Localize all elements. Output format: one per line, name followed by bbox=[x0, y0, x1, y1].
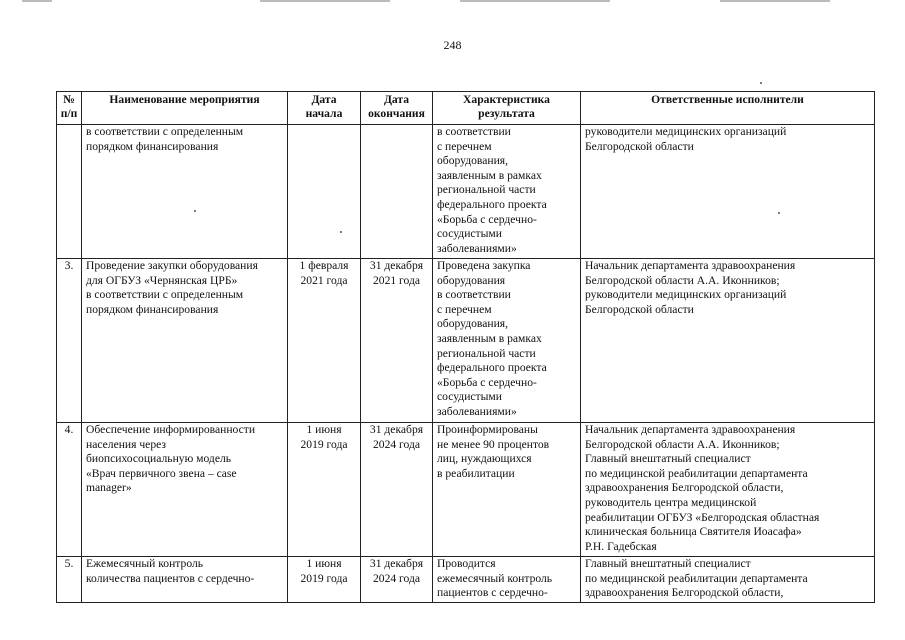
row-number: 4. bbox=[57, 423, 82, 557]
row-start-date bbox=[288, 125, 361, 259]
header-end-date: Дата окончания bbox=[361, 92, 433, 125]
row-event-name: Обеспечение информированности населения через биопсихосоциальную модель «Врач первичного звена – case manager» bbox=[82, 423, 288, 557]
table-row bbox=[57, 125, 875, 259]
header-result: Характеристика результата bbox=[433, 92, 581, 125]
row-end-date bbox=[361, 125, 433, 259]
row-end-date: 31 декабря 2024 года bbox=[361, 423, 433, 557]
row-end-date: 31 декабря 2024 года bbox=[361, 557, 433, 603]
table-header-row bbox=[57, 92, 875, 125]
header-name: Наименование мероприятия bbox=[82, 92, 288, 125]
table-row bbox=[57, 557, 875, 603]
header-executors: Ответственные исполнители bbox=[581, 92, 875, 125]
row-event-name: Ежемесячный контроль количества пациентов с сердечно- bbox=[82, 557, 288, 603]
row-result: Проинформированы не менее 90 процентов лиц, нуждающихся в реабилитации bbox=[433, 423, 581, 557]
row-number: 5. bbox=[57, 557, 82, 603]
row-start-date: 1 февраля 2021 года bbox=[288, 259, 361, 423]
row-executors: Начальник департамента здравоохранения Белгородской области А.А. Иконников; руководители медицинских организаций Белгородской области bbox=[581, 259, 875, 423]
row-start-date: 1 июня 2019 года bbox=[288, 423, 361, 557]
scan-speck bbox=[760, 82, 762, 84]
row-executors: Главный внештатный специалист по медицинской реабилитации департамента здравоохранения Белгородской области, bbox=[581, 557, 875, 603]
row-event-name: в соответствии с определенным порядком финансирования bbox=[82, 125, 288, 259]
row-number: 3. bbox=[57, 259, 82, 423]
table-row bbox=[57, 423, 875, 557]
row-start-date: 1 июня 2019 года bbox=[288, 557, 361, 603]
row-result: в соответствии с перечнем оборудования, заявленным в рамках региональной части федерального проекта «Борьба с сердечно- сосудистыми заболеваниями» bbox=[433, 125, 581, 259]
header-num: № п/п bbox=[57, 92, 82, 125]
row-executors: руководители медицинских организаций Белгородской области bbox=[581, 125, 875, 259]
row-result: Проведена закупка оборудования в соответствии с перечнем оборудования, заявленным в рамках региональной части федерального проекта «Борьба с сердечно- сосудистыми заболеваниями» bbox=[433, 259, 581, 423]
row-result: Проводится ежемесячный контроль пациентов с сердечно- bbox=[433, 557, 581, 603]
row-event-name: Проведение закупки оборудования для ОГБУЗ «Чернянская ЦРБ» в соответствии с определенным порядком финансирования bbox=[82, 259, 288, 423]
table-row bbox=[57, 259, 875, 423]
row-end-date: 31 декабря 2021 года bbox=[361, 259, 433, 423]
header-start-date: Дата начала bbox=[288, 92, 361, 125]
scan-top-edge bbox=[0, 0, 905, 4]
row-executors: Начальник департамента здравоохранения Белгородской области А.А. Иконников; Главный внештатный специалист по медицинской реабилитации департамента здравоохранения Белгородской области, руководитель центра медицинской реабилитации ОГБУЗ «Белгородская областная клиническая больница Святителя Иоасафа» Р.Н. Гадебская bbox=[581, 423, 875, 557]
row-number bbox=[57, 125, 82, 259]
page-number: 248 bbox=[443, 38, 462, 52]
events-table bbox=[56, 91, 875, 603]
